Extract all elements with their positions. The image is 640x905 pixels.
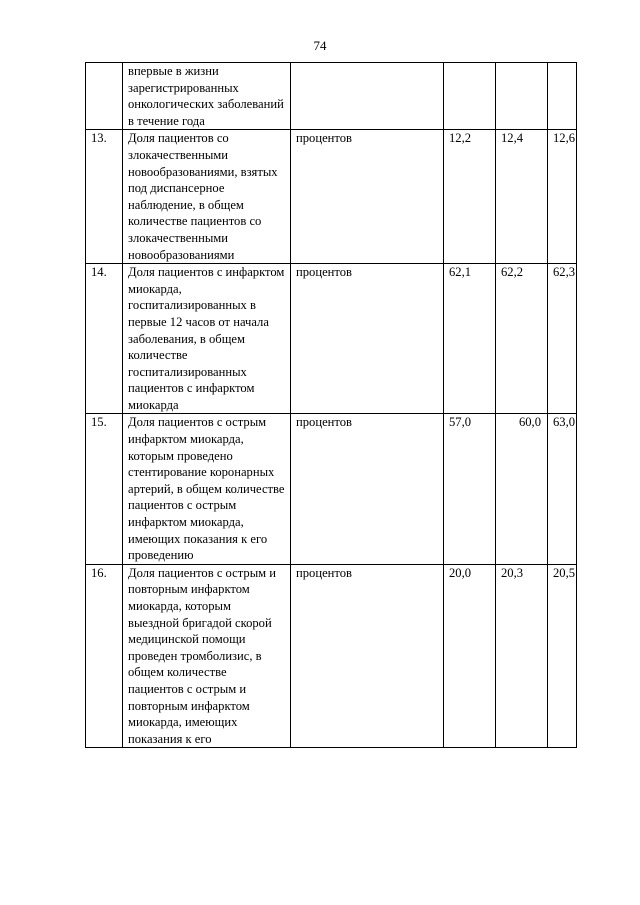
unit-cell: процентов bbox=[291, 264, 444, 414]
unit-cell: процентов bbox=[291, 414, 444, 564]
value-cell: 20,0 bbox=[444, 564, 496, 748]
unit-cell: процентов bbox=[291, 564, 444, 748]
unit-cell: процентов bbox=[291, 130, 444, 264]
value-cell: 20,5 bbox=[548, 564, 577, 748]
value-cell bbox=[444, 63, 496, 130]
value-cell: 63,0 bbox=[548, 414, 577, 564]
indicator-name: Доля пациентов с острым и повторным инфарктом миокарда, которым выездной бригадой скорой медицинской помощи проведен тромболизис, в общем количестве пациентов с острым и повторным инфарктом миокарда, имеющих показания к его bbox=[123, 564, 291, 748]
indicator-name: Доля пациентов со злокачественными новообразованиями, взятых под диспансерное наблюдение, в общем количестве пациентов со злокачественными новообразованиями bbox=[123, 130, 291, 264]
indicator-name: Доля пациентов с острым инфарктом миокарда, которым проведено стентирование коронарных артерий, в общем количестве пациентов с острым инфарктом миокарда, имеющих показания к его проведению bbox=[123, 414, 291, 564]
value-cell: 57,0 bbox=[444, 414, 496, 564]
indicator-name: Доля пациентов с инфарктом миокарда, госпитализированных в первые 12 часов от начала заболевания, в общем количестве госпитализированных пациентов с инфарктом миокарда bbox=[123, 264, 291, 414]
row-number: 14. bbox=[86, 264, 123, 414]
page-number: 74 bbox=[313, 38, 327, 53]
indicator-name: впервые в жизни зарегистрированных онкологических заболеваний в течение года bbox=[123, 63, 291, 130]
row-number: 16. bbox=[86, 564, 123, 748]
row-number bbox=[86, 63, 123, 130]
indicators-table bbox=[85, 62, 577, 748]
table-row bbox=[86, 264, 577, 414]
table-row bbox=[86, 414, 577, 564]
value-cell: 12,4 bbox=[496, 130, 548, 264]
value-cell: 62,3 bbox=[548, 264, 577, 414]
table-row-continuation bbox=[86, 63, 577, 130]
value-cell: 62,1 bbox=[444, 264, 496, 414]
row-number: 15. bbox=[86, 414, 123, 564]
value-cell: 20,3 bbox=[496, 564, 548, 748]
value-cell bbox=[496, 63, 548, 130]
value-cell: 62,2 bbox=[496, 264, 548, 414]
row-number: 13. bbox=[86, 130, 123, 264]
value-cell: 12,2 bbox=[444, 130, 496, 264]
unit-cell bbox=[291, 63, 444, 130]
table-row bbox=[86, 564, 577, 748]
value-cell: 60,0 bbox=[496, 414, 548, 564]
table-row bbox=[86, 130, 577, 264]
value-cell: 12,6 bbox=[548, 130, 577, 264]
value-cell bbox=[548, 63, 577, 130]
